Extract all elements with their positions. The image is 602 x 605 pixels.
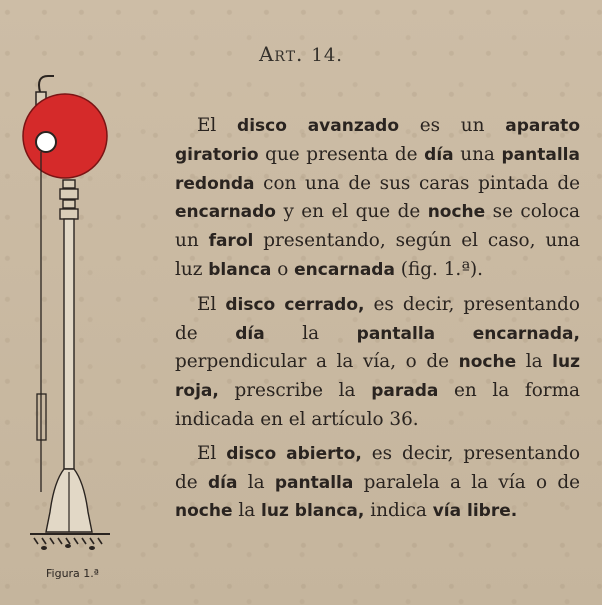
text-run: es decir, presentando de <box>175 293 581 344</box>
bold-term: luz roja, <box>175 352 580 402</box>
text-run: con una de sus caras pintada de <box>254 172 580 194</box>
mast-collar <box>63 180 75 188</box>
bold-term: farol <box>208 231 254 252</box>
mast-collar <box>60 209 78 219</box>
text-run: El <box>197 442 227 464</box>
bold-term: día <box>207 472 238 493</box>
text-run: presentando, según el caso, una luz <box>175 230 580 280</box>
bold-term: disco avanzado <box>237 116 400 136</box>
bold-term: noche <box>175 501 233 522</box>
text-run: en la forma indicada en el artículo 36. <box>175 380 580 430</box>
text-run: perpendicular a la vía, o de <box>175 351 459 373</box>
bold-term: encarnada <box>294 259 395 280</box>
bold-term: parada <box>371 381 439 402</box>
page-header <box>0 42 602 66</box>
article-label: Art. <box>258 42 304 66</box>
bold-term: día <box>424 144 454 165</box>
bold-term: vía libre. <box>432 501 518 522</box>
text-run: indica <box>364 500 433 522</box>
bold-term: disco cerrado, <box>225 294 365 315</box>
text-run: la <box>237 471 275 493</box>
paragraph-closed-disc <box>175 291 580 434</box>
bold-term: noche <box>458 352 517 373</box>
article-number: 14. <box>311 45 344 66</box>
bold-term: pantalla redonda <box>175 144 580 194</box>
paragraph-advanced-disc <box>175 112 580 285</box>
bold-term: encarnado <box>175 202 276 223</box>
bold-term: pantalla <box>274 472 354 493</box>
lamp-lens <box>36 132 56 152</box>
text-run: es un <box>399 115 506 136</box>
railway-disc-signal-illustration <box>10 72 150 572</box>
figure-caption: Figura 1.ª <box>46 567 99 580</box>
text-run: la <box>516 351 553 373</box>
text-run: o <box>271 258 295 280</box>
text-run: paralela a la vía o de <box>353 471 580 493</box>
text-run: (fig. 1.ª). <box>394 258 483 280</box>
text-run: prescribe la <box>218 380 372 402</box>
text-run: la <box>232 500 262 522</box>
bold-term: noche <box>427 202 486 223</box>
text-run: y en el que de <box>276 201 428 223</box>
mast-collar <box>63 200 75 208</box>
bold-term: pantalla encarnada, <box>356 323 580 344</box>
article-body <box>175 112 580 532</box>
text-run: la <box>264 322 357 344</box>
signal-disc-figure <box>10 72 150 597</box>
bold-term: disco abierto, <box>226 443 362 464</box>
text-run: El <box>197 115 238 136</box>
bold-term: luz blanca, <box>261 501 365 522</box>
text-run: que presenta de <box>258 143 425 165</box>
ground-hatching <box>34 538 102 544</box>
text-run: una <box>453 143 502 165</box>
mast-collar <box>60 189 78 199</box>
bold-term: blanca <box>208 259 272 280</box>
bold-term: día <box>235 323 265 344</box>
red-disc <box>23 94 107 178</box>
bold-term: aparato giratorio <box>175 116 580 165</box>
text-run: El <box>197 293 226 315</box>
paragraph-open-disc <box>175 440 580 526</box>
text-run: se coloca un <box>175 201 580 252</box>
lamp-hook <box>39 76 54 92</box>
signal-mast <box>64 219 74 469</box>
text-run: es decir, presentando de <box>175 442 581 493</box>
